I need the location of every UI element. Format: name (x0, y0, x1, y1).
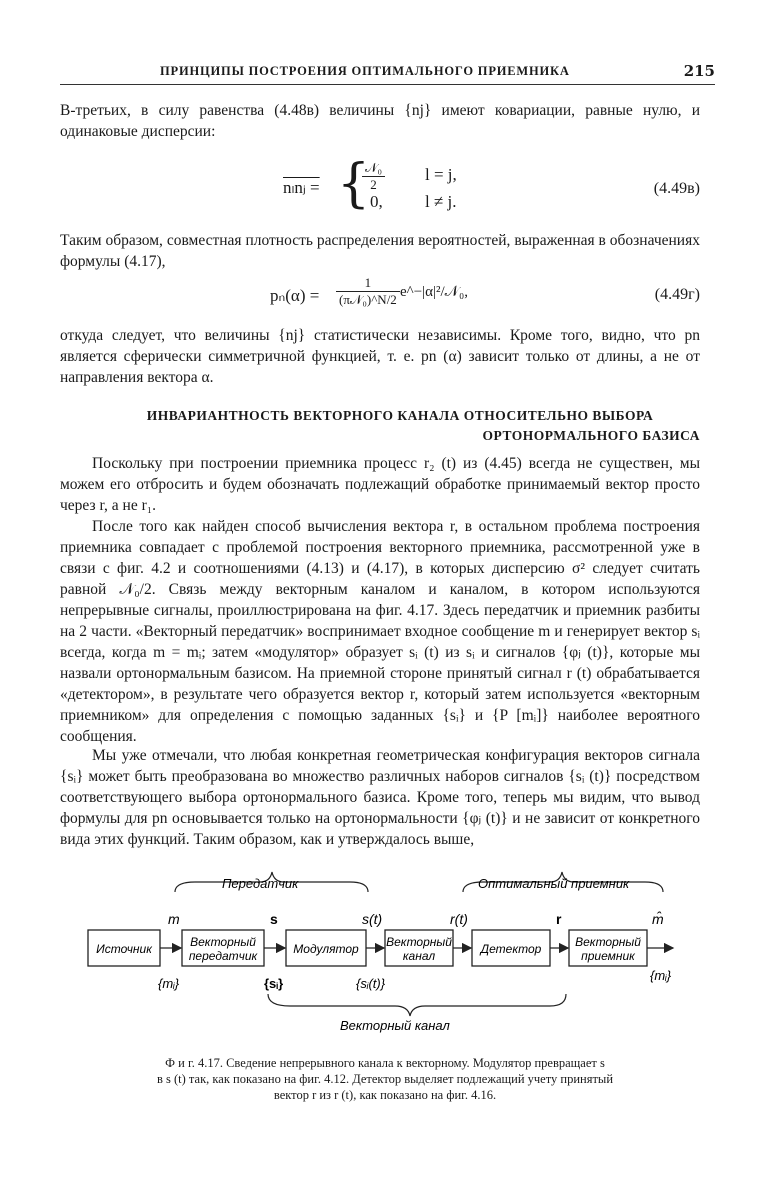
paragraph-1: В-третьих, в силу равенства (4.48в) величины {nj} имеют ковариации, равные нулю, и одинаковые дисперсии: (60, 102, 700, 140)
eq-number-49g: (4.49г) (654, 286, 700, 303)
eq-g-lhs: pₙ(α) = (270, 286, 320, 305)
figure-caption (60, 1055, 710, 1103)
section-heading-line-1: ИНВАРИАНТНОСТЬ ВЕКТОРНОГО КАНАЛА ОТНОСИТЕЛЬНО ВЫБОРА (146, 408, 654, 423)
block-modulator-label: Модулятор (293, 942, 359, 956)
paragraph-6: Мы уже отмечали, что любая конкретная геометрическая конфигурация векторов сигнала {sᵢ} может быть преобразована во множество различных наборов сигналов {sᵢ (t)} посредством соответствующего выбора ортонормального базиса. Кроме того, теперь мы видим, что вывод формулы для pn основывается только на ортонормальности {φⱼ (t)} и не зависит от конкретного вида этих функций. Таким образом, как и утверждалось выше, (60, 747, 700, 848)
block-vector-channel-word1: Векторный (386, 935, 452, 949)
running-header (60, 60, 715, 85)
eq-number-49v: (4.49в) (653, 180, 700, 197)
eq-brace: { (337, 154, 371, 214)
figure-4-17 (0, 860, 770, 1050)
label-mi-source: {mᵢ} (158, 976, 180, 991)
eq-g-exp: e^−|α|²/𝒩₀, (400, 284, 469, 300)
label-si: {sᵢ} (264, 976, 284, 991)
receiver-label: Оптимальный приемник (478, 876, 630, 891)
label-sit: {sᵢ(t)} (356, 976, 386, 991)
eq-g-fraction: $\frac{1}{\text{(π𝒩₀)\textasciicircum{}N/2}}$ (336, 275, 400, 308)
eq-case2-value: 0, (370, 192, 383, 211)
signal-r: r (556, 911, 562, 927)
eq-lhs: nₗnⱼ = (283, 178, 320, 197)
caption-line-1: Ф и г. 4.17. Сведение непрерывного канала к векторному. Модулятор превращает s (165, 1056, 605, 1070)
section-heading (60, 406, 700, 446)
block-vector-receiver-word2: приемник (581, 949, 635, 963)
signal-rt: r(t) (450, 911, 468, 927)
caption-line-2: в s (t) так, как показано на фиг. 4.12. Детектор выделяет подлежащий учету принятый (156, 1072, 614, 1086)
transmitter-label: Передатчик (222, 876, 299, 891)
channel-label: Векторный канал (340, 1018, 450, 1033)
block-detector-label: Детектор (480, 942, 542, 956)
channel-brace (268, 994, 566, 1016)
block-source-label: Источник (96, 942, 152, 956)
paragraph-5: После того как найден способ вычисления вектора r, в остальном проблема построения приемника совпадает с проблемой построения векторного приемника, рассмотренной уже в связи с фиг. 4.2 и соотношениями (4.13) и (4.17), в которых дисперсию σ² следует считать равной 𝒩₀/2. Связь между векторным каналом и каналом, в котором используются непрерывные сигналы, проиллюстрирована на фиг. 4.17. Здесь передатчик и приемник разбиты на 2 части. «Векторный передатчик» воспринимает входное сообщение m и генерирует вектор sᵢ всегда, когда m = mᵢ; затем «модулятор» образует sᵢ (t) из sᵢ и сигналов {φⱼ (t)}, которые мы назвали ортонормальным базисом. На приемной стороне принятый сигнал r (t) обрабатывается «детектором», в результате чего образуется вектор r, который затем используется «векторным приемником» для определения с помощью заданных {sᵢ} и {P [mᵢ]} наиболее вероятного сообщения. (60, 518, 700, 745)
signal-mhat: m̂ (652, 911, 664, 927)
block-vector-receiver-word1: Векторный (575, 935, 641, 949)
running-title: ПРИНЦИПЫ ПОСТРОЕНИЯ ОПТИМАЛЬНОГО ПРИЕМНИКА (160, 64, 570, 78)
signal-m: m (168, 911, 180, 927)
eq-case1-value: $\frac{\text{𝒩₀}}{2}$ (362, 160, 385, 193)
label-mi-receiver: {mᵢ} (650, 968, 672, 983)
signal-s: s (270, 911, 278, 927)
page-number: 215 (683, 62, 715, 80)
block-vector-channel-word2: канал (402, 949, 436, 963)
section-heading-line-2: ОРТОНОРМАЛЬНОГО БАЗИСА (482, 428, 700, 443)
block-vector-transmitter-word2: передатчик (188, 949, 258, 963)
paragraph-4: Поскольку при построении приемника процесс r₂ (t) из (4.45) всегда не существен, мы можем его отбросить и будем обозначать подлежащий обработке принимаемый вектор просто через r, а не r₁. (60, 455, 700, 514)
eq-case2-cond: l ≠ j. (425, 192, 457, 211)
paragraph-2: Таким образом, совместная плотность распределения вероятностей, выраженная в обозначениях формулы (4.17), (60, 232, 700, 270)
paragraph-3: откуда следует, что величины {nj} статистически независимы. Кроме того, видно, что pn является сферически симметричной функцией, т. е. pn (α) зависит только от длины, а не от направления вектора α. (60, 327, 700, 386)
eq-case1-cond: l = j, (425, 165, 457, 184)
caption-line-3: вектор r из r (t), как показано на фиг. 4.16. (273, 1088, 497, 1102)
block-vector-transmitter-word1: Векторный (190, 935, 256, 949)
signal-st: s(t) (362, 911, 383, 927)
